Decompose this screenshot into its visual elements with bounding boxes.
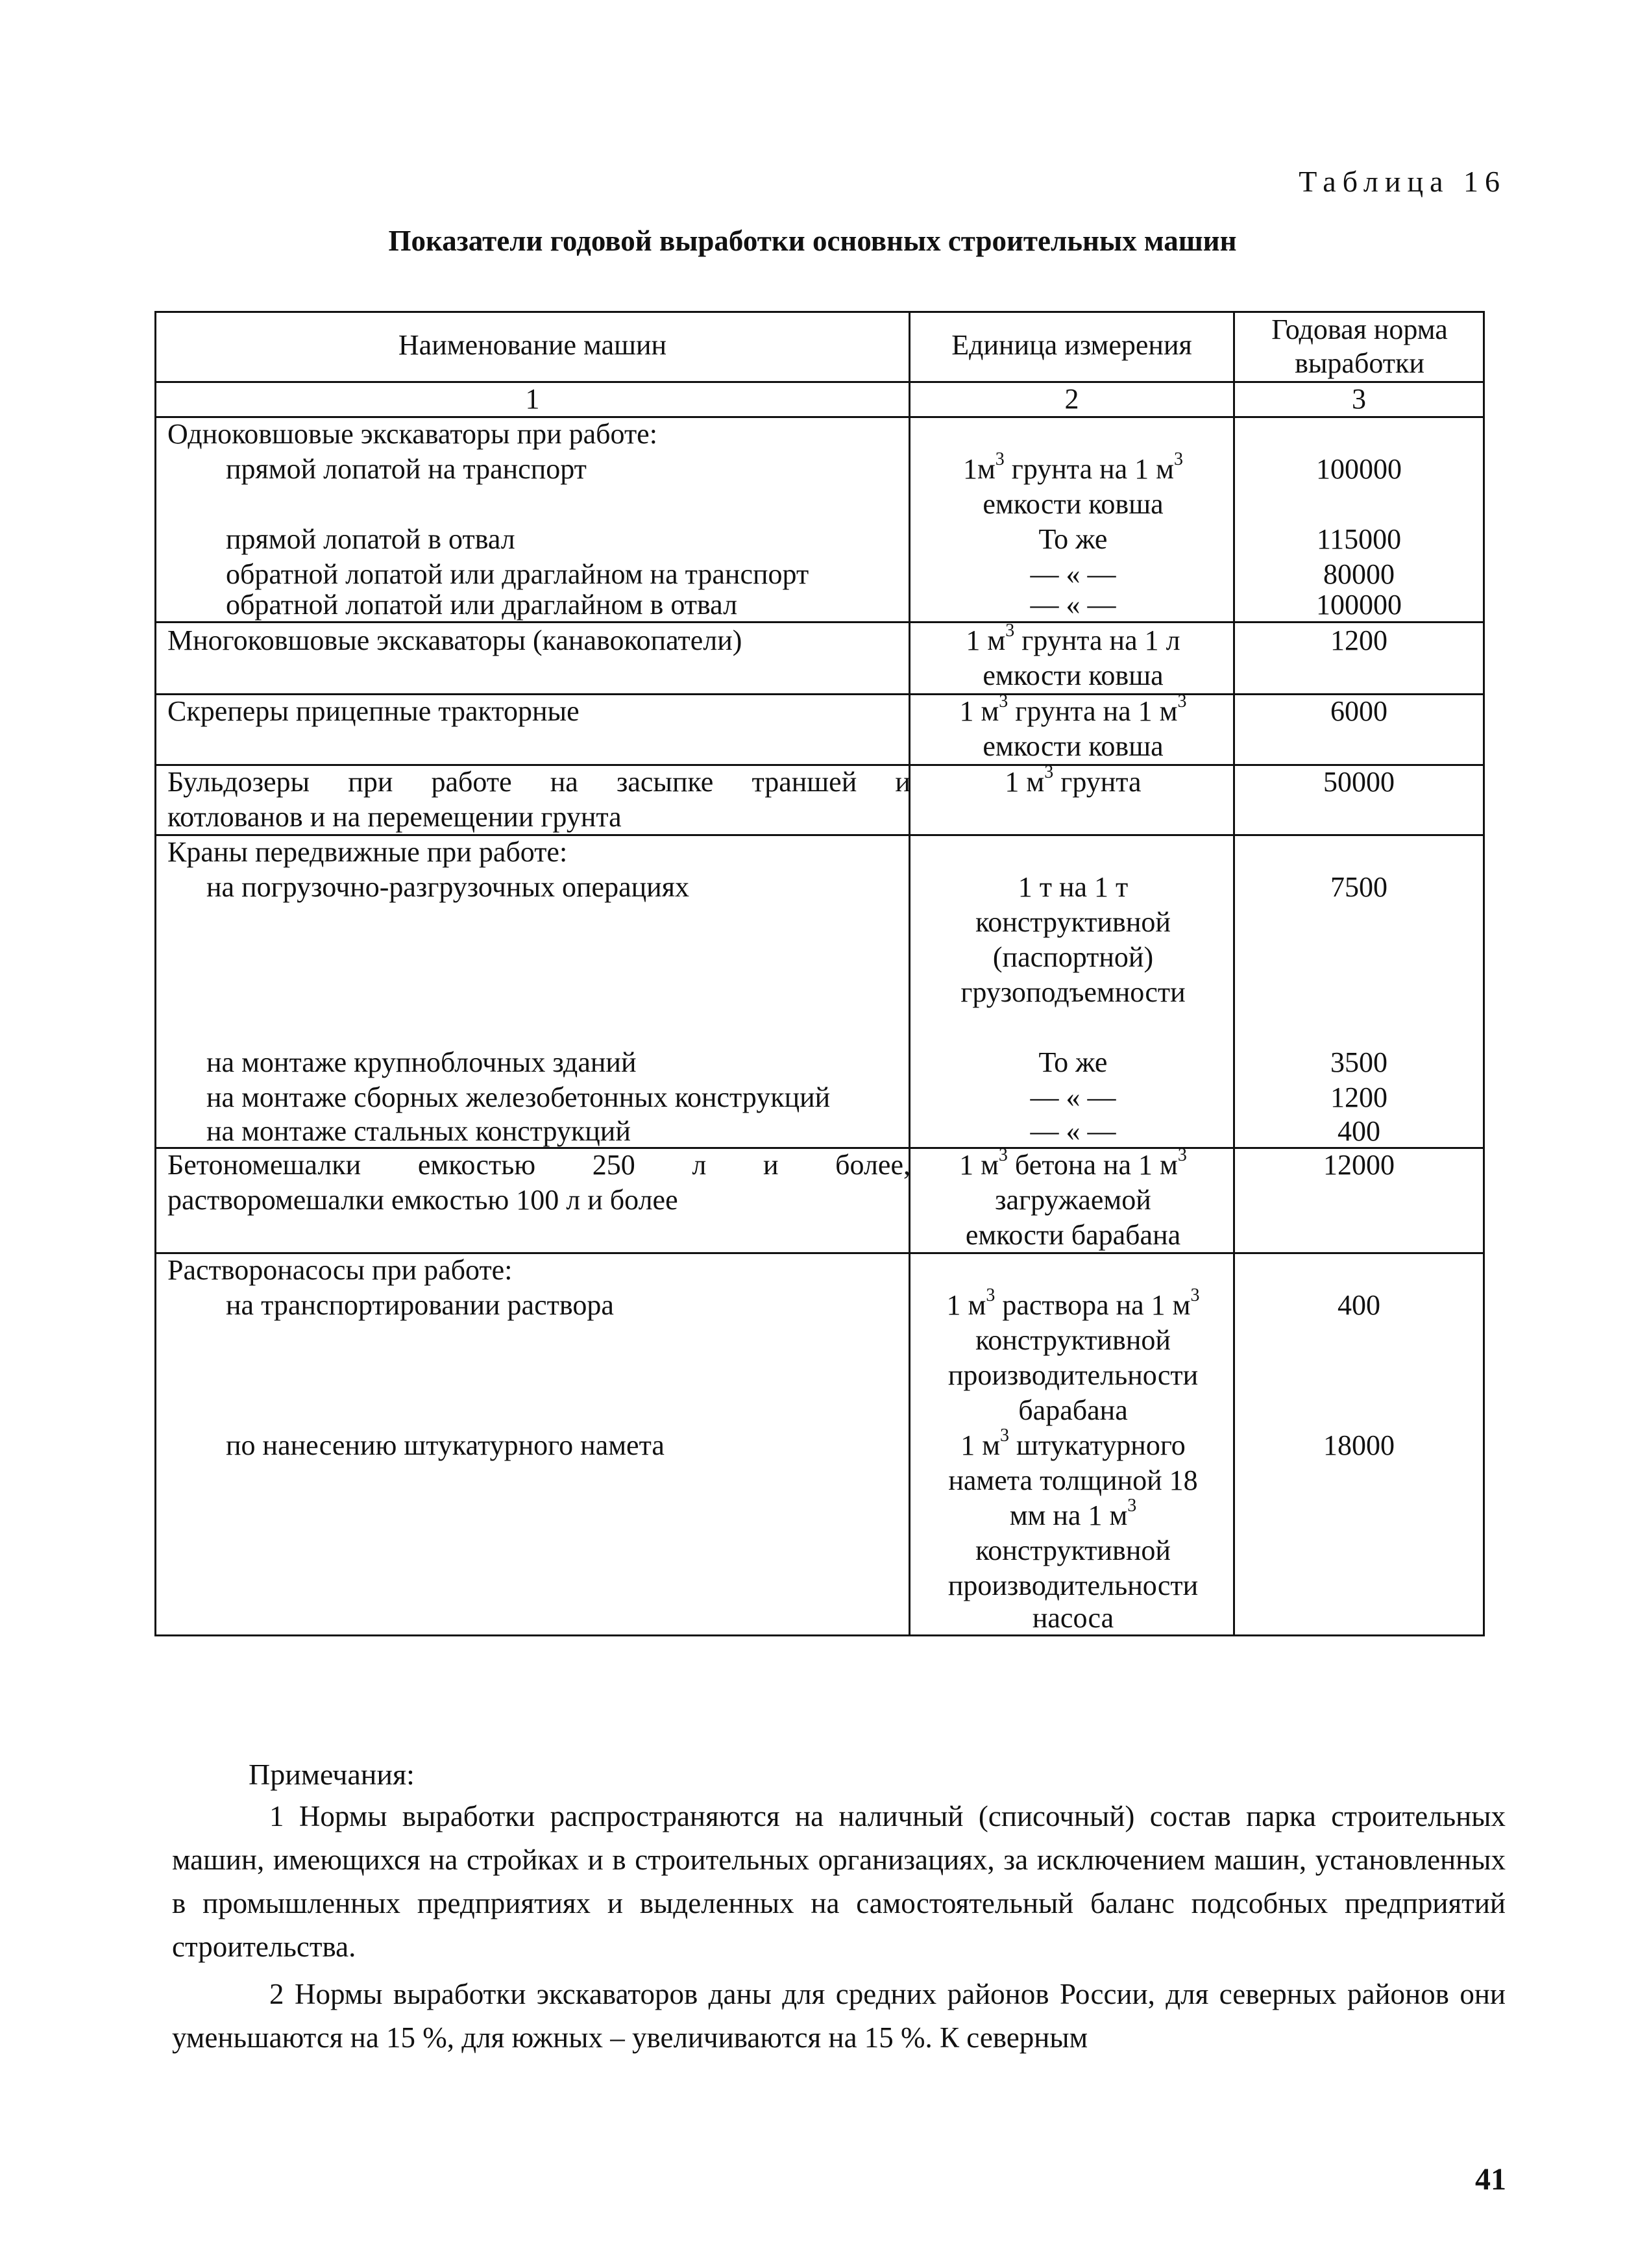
row-value: 80000 [1323,558,1395,590]
row-name: Скреперы прицепные тракторные [167,695,580,727]
row-value: 115000 [1316,523,1402,555]
row-unit: То же [1038,523,1108,555]
row-unit: 1 $м^3$ раствора на 1 $м^3$ [946,1285,1200,1321]
note-1: 1 Нормы выработки распространяются на наличный (списочный) состав парка строительных машин, имеющихся на стройках и в строительных организациях, за исключением машин, установленных в промышленных предприятиях и выделенных на самостоятельный баланс подсобных предприятий строительства. [172,1800,1506,1963]
row-unit: 1 $м^3$ грунта на 1 л [966,621,1180,656]
pumps-title: Растворонасосы при работе: [167,1254,513,1286]
row-value: 50000 [1323,766,1395,798]
row-unit: 1 $м^3$ штукатурного [960,1425,1186,1461]
header-name: Наименование машин [398,329,667,361]
row-name: Бульдозеры при работе на засыпке траншей и [167,766,910,798]
row-name: по нанесению штукатурного намета [226,1429,665,1461]
row-unit: $1м^3$ грунта на 1 $м^3$ [962,449,1184,485]
row-unit-line: емкости ковша [983,488,1164,520]
header-unit: Единица измерения [951,329,1192,361]
row-name: Многоковшовые экскаваторы (канавокопатели) [167,624,742,656]
row-unit-line: конструктивной [975,906,1171,938]
row-unit-line: (паспортной) [992,941,1154,973]
row-name: на монтаже сборных железобетонных конструкций [206,1081,831,1113]
row-unit-line: 1 т на 1 т [1018,871,1129,903]
row-value: 100000 [1316,589,1402,621]
row-unit-line: производительности [947,1570,1199,1601]
row-unit: — « — [1030,558,1116,590]
row-name: на монтаже крупноблочных зданий [206,1046,637,1078]
row-unit-line: конструктивной [975,1324,1171,1356]
row-value: 400 [1338,1289,1380,1321]
table-number-label: Таблица 16 [1299,165,1506,198]
row-unit: 1 $м^3$ грунта на 1 $м^3$ [959,691,1187,727]
row-unit-line: намета толщиной 18 [948,1464,1198,1496]
row-name: на погрузочно-разгрузочных операциях [206,871,689,903]
row-unit: 1 $м^3$ грунта [1005,762,1142,798]
header-number-2: 2 [1064,383,1079,415]
row-value: 1200 [1330,1081,1387,1113]
row-name: Бетономешалки емкостью 250 л и более, [167,1149,910,1181]
table-title: Показатели годовой выработки основных строительных машин [388,225,1237,257]
row-value: 18000 [1323,1429,1395,1461]
cranes-title: Краны передвижные при работе: [167,836,568,868]
note-2: 2 Нормы выработки экскаваторов даны для средних районов России, для северных районов они уменьшаются на 15 %, для южных – увеличиваются на 15 %. К северным [172,1978,1506,2054]
row-name-line: котлованов и на перемещении грунта [167,801,622,833]
row-value: 100000 [1316,453,1402,485]
row-value: 12000 [1323,1149,1395,1181]
row-name-line: растворомешалки емкостью 100 л и более [167,1184,678,1216]
row-value: 1200 [1330,624,1387,656]
row-unit: — « — [1030,1081,1116,1113]
header-number-3: 3 [1352,383,1366,415]
row-name: прямой лопатой в отвал [226,523,515,555]
row-unit-line: грузоподъемности [960,976,1186,1008]
row-unit-line: насоса [1032,1602,1114,1634]
notes-heading: Примечания: [249,1758,415,1791]
row-unit-line: конструктивной [975,1535,1171,1566]
row-unit: То же [1038,1046,1108,1078]
row-value: 3500 [1330,1046,1387,1078]
row-unit: 1 $м^3$ бетона на 1 $м^3$ [959,1145,1187,1181]
row-unit-line: мм на 1 $м^3$ [1009,1496,1137,1531]
row-value: 6000 [1330,695,1387,727]
page-number: 41 [1475,2162,1506,2197]
header-number-1: 1 [525,383,540,415]
excavators-single-title: Одноковшовые экскаваторы при работе: [167,418,657,450]
row-unit-line: емкости барабана [965,1219,1181,1251]
row-value: 7500 [1330,871,1387,903]
row-unit: — « — [1030,1115,1116,1147]
row-value: 400 [1338,1115,1380,1147]
row-unit-line: загружаемой [995,1184,1151,1216]
row-name: на транспортировании раствора [226,1289,614,1321]
row-unit: — « — [1030,589,1116,621]
row-name: обратной лопатой или драглайном в отвал [226,589,738,621]
row-name: прямой лопатой на транспорт [226,453,587,485]
row-unit-line: емкости ковша [983,730,1164,762]
row-unit-line: барабана [1018,1394,1128,1426]
row-name: обратной лопатой или драглайном на транспорт [226,558,809,590]
header-norm: Годовая норма выработки [1271,314,1448,379]
row-name: на монтаже стальных конструкций [206,1115,631,1147]
row-unit-line: производительности [947,1359,1199,1391]
row-unit-line: емкости ковша [983,659,1164,691]
